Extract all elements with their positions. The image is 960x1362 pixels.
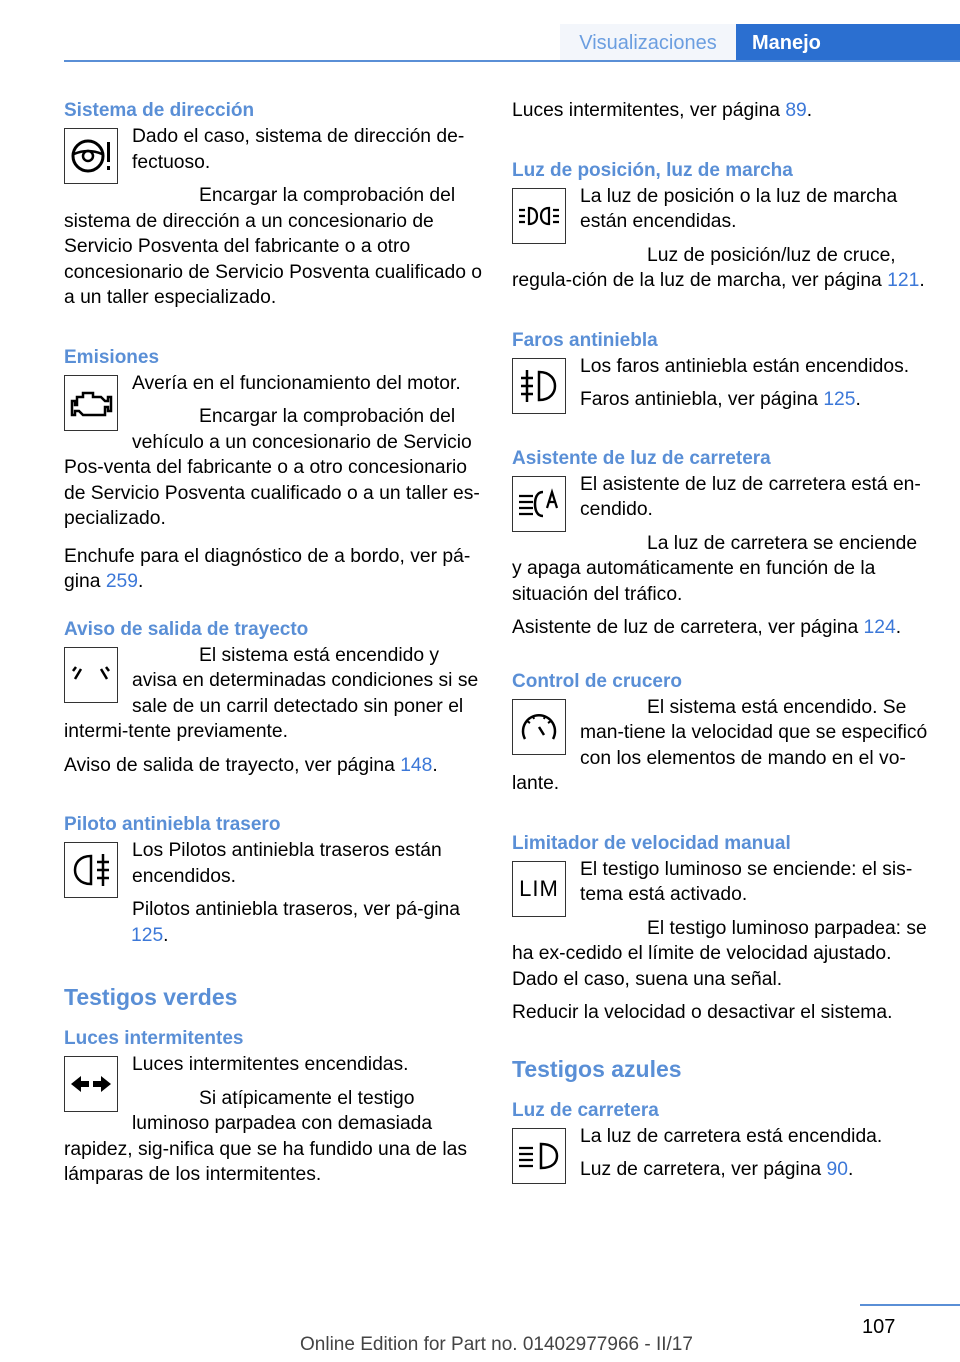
section-title: Faros antiniebla — [512, 329, 658, 351]
page-link[interactable]: 125 — [131, 924, 164, 946]
page-link[interactable]: 124 — [863, 617, 896, 638]
page-link[interactable]: 90 — [826, 1159, 848, 1180]
paragraph: Reducir la velocidad o desactivar el sistema. — [512, 1002, 893, 1023]
steering-warning-icon — [64, 128, 118, 184]
paragraph: Encargar la comprobación del vehículo a un concesionario de Servicio Pos‐venta del fabricante o a otro concesionario de Servicio Posventa cualificado o a un taller es‐pecializado. — [64, 406, 480, 529]
paragraph: La luz de carretera está encendida. — [580, 1125, 883, 1147]
section-title: Emisiones — [64, 346, 160, 368]
paragraph: Si atípicamente el testigo luminoso parpadea con demasiada rapidez, sig‐nifica que se ha fundido una de las lámparas de los intermitentes. — [64, 1087, 468, 1185]
section-title: Aviso de salida de trayecto — [64, 618, 309, 640]
page-link[interactable]: 148 — [400, 754, 433, 776]
page-link[interactable]: 121 — [887, 270, 920, 291]
paragraph: Avería en el funcionamiento del motor. — [132, 372, 461, 394]
tab-visualizaciones[interactable]: Visualizaciones — [560, 24, 736, 62]
paragraph: El testigo luminoso se enciende: el sis‐tema está activado. — [580, 858, 913, 905]
paragraph: Asistente de luz de carretera, ver página 124. — [512, 617, 902, 638]
paragraph: La luz de carretera se enciende y apaga automáticamente en función de la situación del tráfico. — [512, 532, 918, 605]
section-title: Luz de posición, luz de marcha — [512, 159, 793, 181]
speed-limiter-icon: LIM — [512, 861, 566, 917]
paragraph: Enchufe para el diagnóstico de a bordo, ver pá‐gina 259. — [64, 545, 471, 592]
rear-fog-light-icon — [64, 842, 118, 898]
paragraph: Luz de carretera, ver página 90. — [580, 1159, 854, 1180]
section-heading: Testigos azules — [512, 1055, 682, 1082]
paragraph: Luces intermitentes encendidas. — [132, 1054, 409, 1075]
paragraph: Dado el caso, sistema de dirección de‐fectuoso. — [132, 126, 465, 173]
section-title: Limitador de velocidad manual — [512, 832, 791, 854]
cruise-control-icon — [512, 699, 566, 755]
edition-note: Online Edition for Part no. 01402977966 - II/17 — [300, 1334, 693, 1355]
paragraph: Aviso de salida de trayecto, ver página 148. — [64, 754, 438, 776]
paragraph: Los Pilotos antiniebla traseros están encendidos. — [132, 840, 442, 887]
engine-icon — [64, 375, 118, 431]
parking-light-icon — [512, 188, 566, 244]
section-title: Control de crucero — [512, 670, 682, 692]
section-title: Asistente de luz de carretera — [512, 447, 771, 469]
section-title: Piloto antiniebla trasero — [64, 814, 281, 835]
paragraph: Encargar la comprobación del sistema de dirección a un concesionario de Servicio Posventa del fabricante o a otro concesionario de Servicio Posventa cualificado o a un taller especializado. — [64, 185, 483, 308]
paragraph: Los faros antiniebla están encendidos. — [580, 355, 910, 377]
high-beam-icon — [512, 1128, 566, 1184]
paragraph: Luces intermitentes, ver página 89. — [512, 100, 813, 121]
page-number: 107 — [862, 1316, 896, 1338]
lane-departure-icon — [64, 647, 118, 703]
paragraph: La luz de posición o la luz de marcha están encendidas. — [580, 185, 898, 232]
front-fog-light-icon — [512, 358, 566, 414]
section-title: Luz de carretera — [512, 1099, 659, 1121]
right-column — [512, 98, 932, 1188]
footer-rule — [860, 1304, 960, 1306]
page-link[interactable]: 89 — [785, 100, 807, 121]
page-link[interactable]: 125 — [823, 389, 856, 410]
section-title: Luces intermitentes — [64, 1028, 244, 1049]
high-beam-assist-icon — [512, 476, 566, 532]
paragraph: El testigo luminoso parpadea: se ha ex‐cedido el límite de velocidad ajustado. Dado el caso, suena una señal. — [512, 917, 927, 990]
paragraph: Luz de posición/luz de cruce, regula‐ción de la luz de marcha, ver página 121. — [512, 244, 925, 291]
paragraph: Pilotos antiniebla traseros, ver pá‐gina 125. — [131, 899, 460, 946]
left-column — [64, 98, 482, 1188]
section-title: Sistema de dirección — [64, 100, 255, 121]
tab-manejo[interactable]: Manejo — [736, 24, 960, 62]
paragraph: El asistente de luz de carretera está en‐cendido. — [580, 473, 921, 520]
section-heading: Testigos verdes — [64, 984, 238, 1010]
paragraph: El sistema está encendido. Se man‐tiene la velocidad que se especificó con los elementos de mando en el vo‐lante. — [512, 696, 928, 794]
page-header — [0, 0, 960, 62]
paragraph: Faros antiniebla, ver página 125. — [580, 389, 861, 410]
turn-signal-icon — [64, 1056, 118, 1112]
paragraph: El sistema está encendido y avisa en determinadas condiciones si se sale de un carril detectado sin poner el intermi‐tente previamente. — [64, 644, 479, 742]
header-rule — [64, 60, 960, 62]
page-link[interactable]: 259 — [105, 571, 138, 592]
